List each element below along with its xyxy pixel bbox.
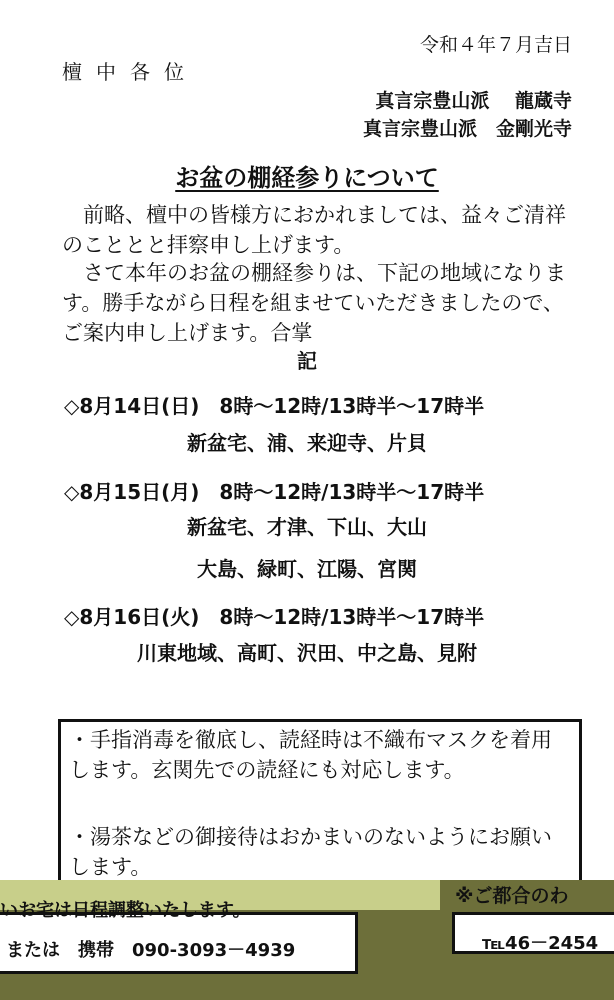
- schedule-day-16: ◇8月16日(火) 8時～12時/13時半～17時半: [64, 605, 485, 629]
- notice-item-tea: ・湯茶などの御接待はおかまいのないようにお願いします。: [69, 825, 552, 879]
- schedule-areas-15-b: 大島、緑町、江陽、宮関: [197, 557, 417, 581]
- mobile-number: または 携帯 090-3093－4939: [6, 940, 296, 961]
- footer-partial-text: いお宅は日程調整いたします。: [0, 900, 251, 921]
- recipient: 檀中各位: [62, 60, 198, 84]
- telephone-number: ℡46－2454: [482, 933, 599, 954]
- document-date: 令和４年７月吉日: [419, 34, 572, 56]
- ki-heading: 記: [297, 349, 317, 373]
- document-title: [0, 158, 614, 193]
- greeting-paragraph: 前略、檀中の皆様方におかれましては、益々ご清祥のこととと拝察申し上げます。: [62, 203, 566, 257]
- sender-temple-2: 真言宗豊山派 金剛光寺: [362, 118, 572, 140]
- schedule-areas-16: 川東地域、高町、沢田、中之島、見附: [137, 641, 477, 665]
- notice-item-mask: ・手指消毒を徹底し、読経時は不織布マスクを着用します。玄関先での読経にも対応します。: [69, 728, 552, 782]
- footer-partial-note: ※ご都合のわ: [455, 885, 569, 907]
- sender-temple-1: 真言宗豊山派 龍蔵寺: [375, 90, 572, 112]
- notice-box: [58, 719, 582, 889]
- document-title-text: お盆の棚経参りについて: [175, 164, 439, 192]
- intro-paragraph: さて本年のお盆の棚経参りは、下記の地域になります。勝手ながら日程を組ませていただきましたので、ご案内申し上げます。合掌: [62, 261, 566, 345]
- schedule-day-15: ◇8月15日(月) 8時～12時/13時半～17時半: [64, 480, 485, 504]
- schedule-areas-15-a: 新盆宅、才津、下山、大山: [187, 515, 427, 539]
- schedule-day-14: ◇8月14日(日) 8時～12時/13時半～17時半: [64, 394, 485, 418]
- schedule-areas-14: 新盆宅、浦、来迎寺、片貝: [187, 431, 427, 455]
